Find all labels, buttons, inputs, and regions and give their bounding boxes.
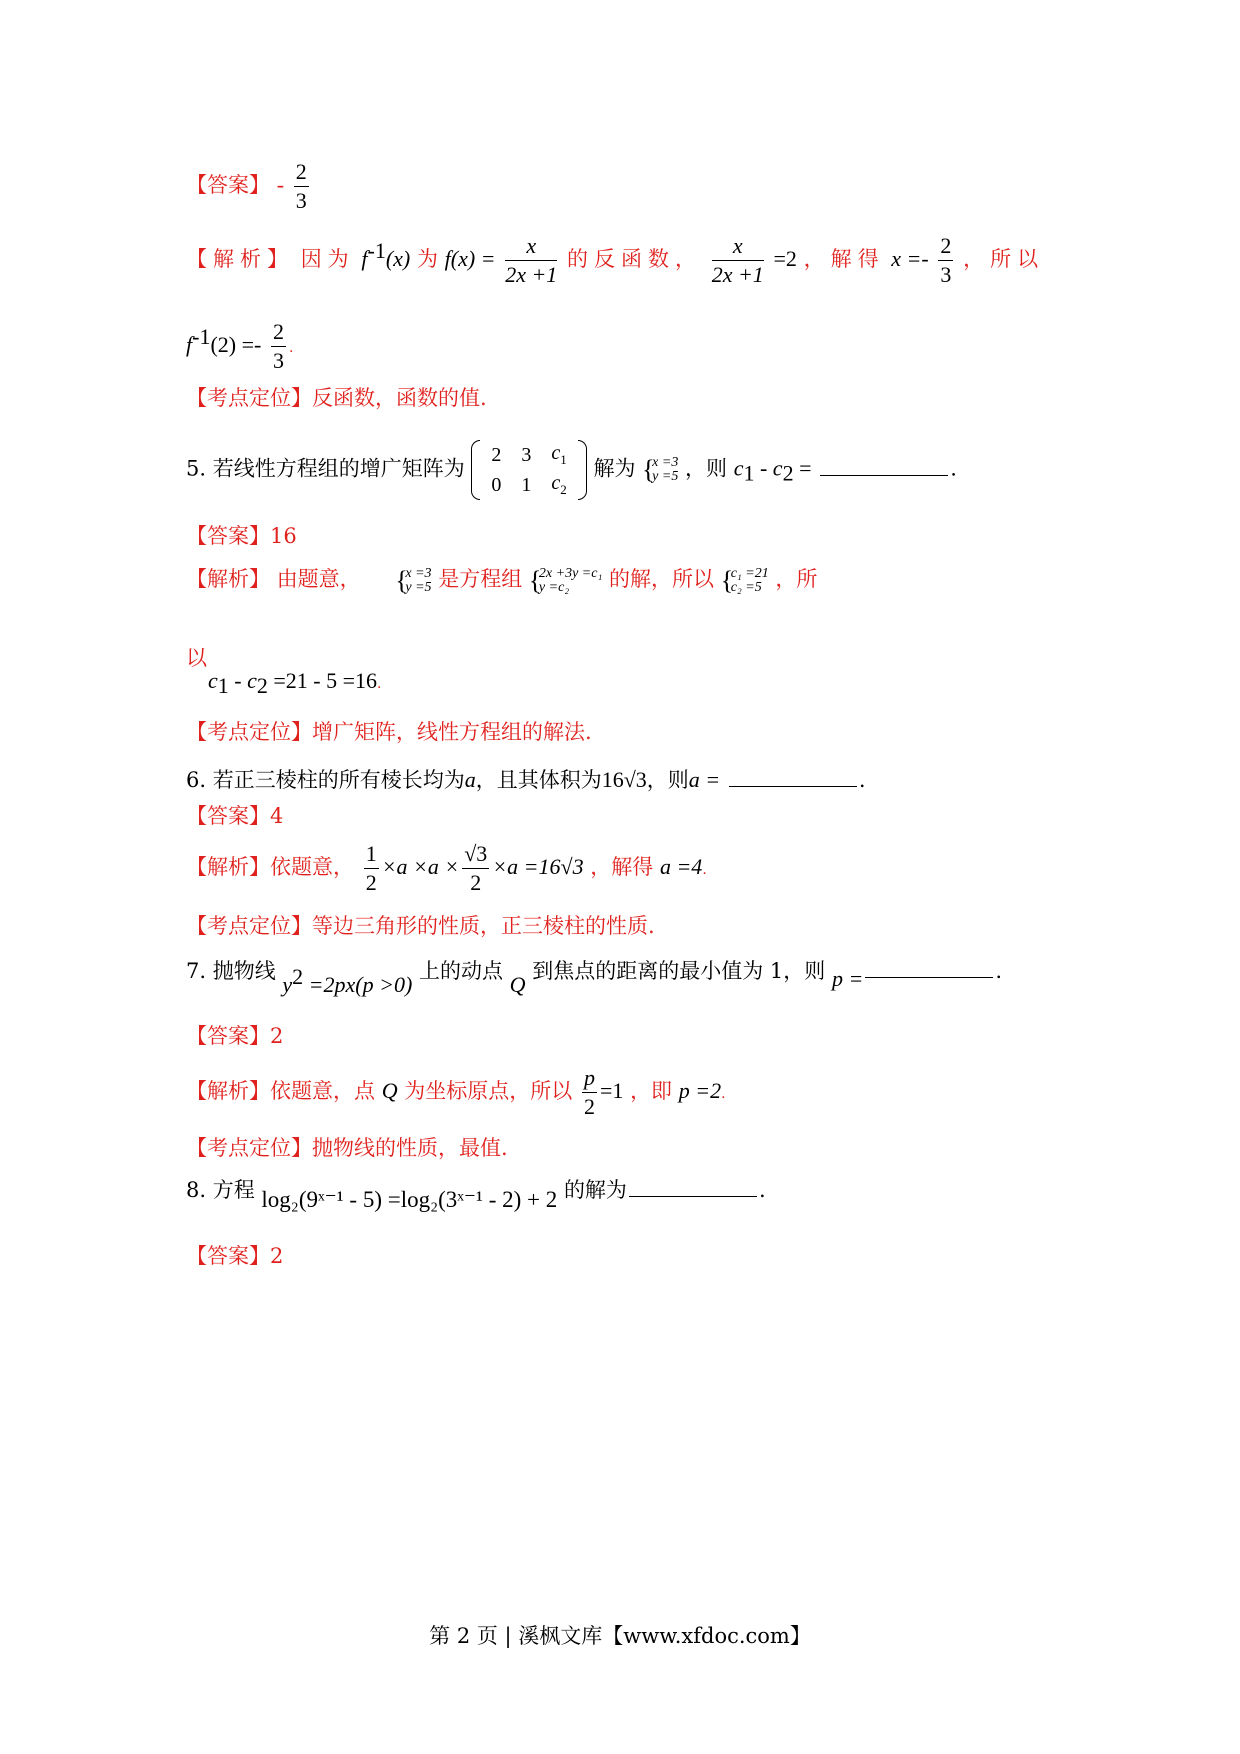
answer-blank[interactable] — [729, 785, 857, 787]
explanation-6: 【解析】依题意， $\frac{1}{2}$ ×a ×a × $\frac{√3}{2}$ ×a =16√3 ，解得 a =4. — [186, 841, 707, 895]
augmented-matrix: 2 3 $c_1$ 0 1 $c_2$ — [471, 440, 586, 500]
question-7: 7. 抛物线 $y^2 =2px(p >0)$ 上的动点 Q 到焦点的距离的最小值为 1，则 p = . — [186, 959, 1003, 997]
key-point-5: 【考点定位】增广矩阵，线性方程组的解法. — [186, 720, 592, 744]
question-6: 6. 若正三棱柱的所有棱长均为a，且其体积为16√3，则a = . — [186, 767, 866, 792]
explanation-7: 【解析】依题意，点 Q 为坐标原点，所以 $\frac{p}{2}$ =1 ，即 p =2. — [186, 1065, 726, 1119]
answer-4 — [186, 158, 312, 215]
answer-blank[interactable] — [865, 976, 993, 978]
answer-8: 【答案】2 — [186, 1244, 284, 1268]
page-footer: 第 2 页 | 溪枫文库【www.xfdoc.com】 — [429, 1624, 811, 1648]
fraction-x-over-2x1: $\frac{x}{2x +1}$ — [505, 233, 558, 287]
explanation-4: 【解析】 因为 $f^{-1}(x)$ 为 f(x) = $\frac{x}{2x +1}$ 的反函数， $\frac{x}{2x +1}$ =2 ，解得 x =- $\frac{2}{3}$ ，所以 — [186, 233, 1045, 287]
explanation-4-result: $f^{-1}(2)$ =- $\frac{2}{3}$ . — [186, 319, 294, 373]
key-point-4: 【考点定位】反函数，函数的值. — [186, 386, 487, 410]
key-point-6: 【考点定位】等边三角形的性质，正三棱柱的性质. — [186, 914, 655, 938]
question-8: 8. 方程 log₂(9ˣ⁻¹ - 5) =log₂(3ˣ⁻¹ - 2) + 2 的解为 . — [186, 1178, 766, 1212]
answer-5: 【答案】16 — [186, 524, 297, 548]
explanation-5: 【解析】 由题意， { x =3 y =5 是方程组 { 2x +3y =c₁ y =c₂ 的解，所以 { c₁ =21 c₂ =5 ，所 — [186, 563, 817, 595]
answer-tag: 【答案】 — [186, 173, 270, 197]
key-point-7: 【考点定位】抛物线的性质，最值. — [186, 1136, 508, 1160]
answer-fraction: $\frac{2}{3}$ — [295, 159, 307, 213]
answer-7: 【答案】2 — [186, 1024, 284, 1048]
answer-6: 【答案】4 — [186, 804, 284, 828]
question-5: 5. 若线性方程组的增广矩阵为 2 3 $c_1$ 0 1 $c_2$ 解为 { x =3 y =5 ，则 $c_1 - c_2$ = . — [186, 440, 957, 500]
answer-sign: - — [276, 172, 285, 197]
explanation-5-result: 以 $c_1 - c_2 =21 - 5 =16$. — [186, 646, 382, 699]
equation-system: { 2x +3y =c₁ y =c₂ — [529, 567, 602, 595]
answer-blank[interactable] — [629, 1195, 757, 1197]
solution-system: { x =3 y =5 — [642, 456, 678, 484]
answer-blank[interactable] — [820, 474, 948, 476]
